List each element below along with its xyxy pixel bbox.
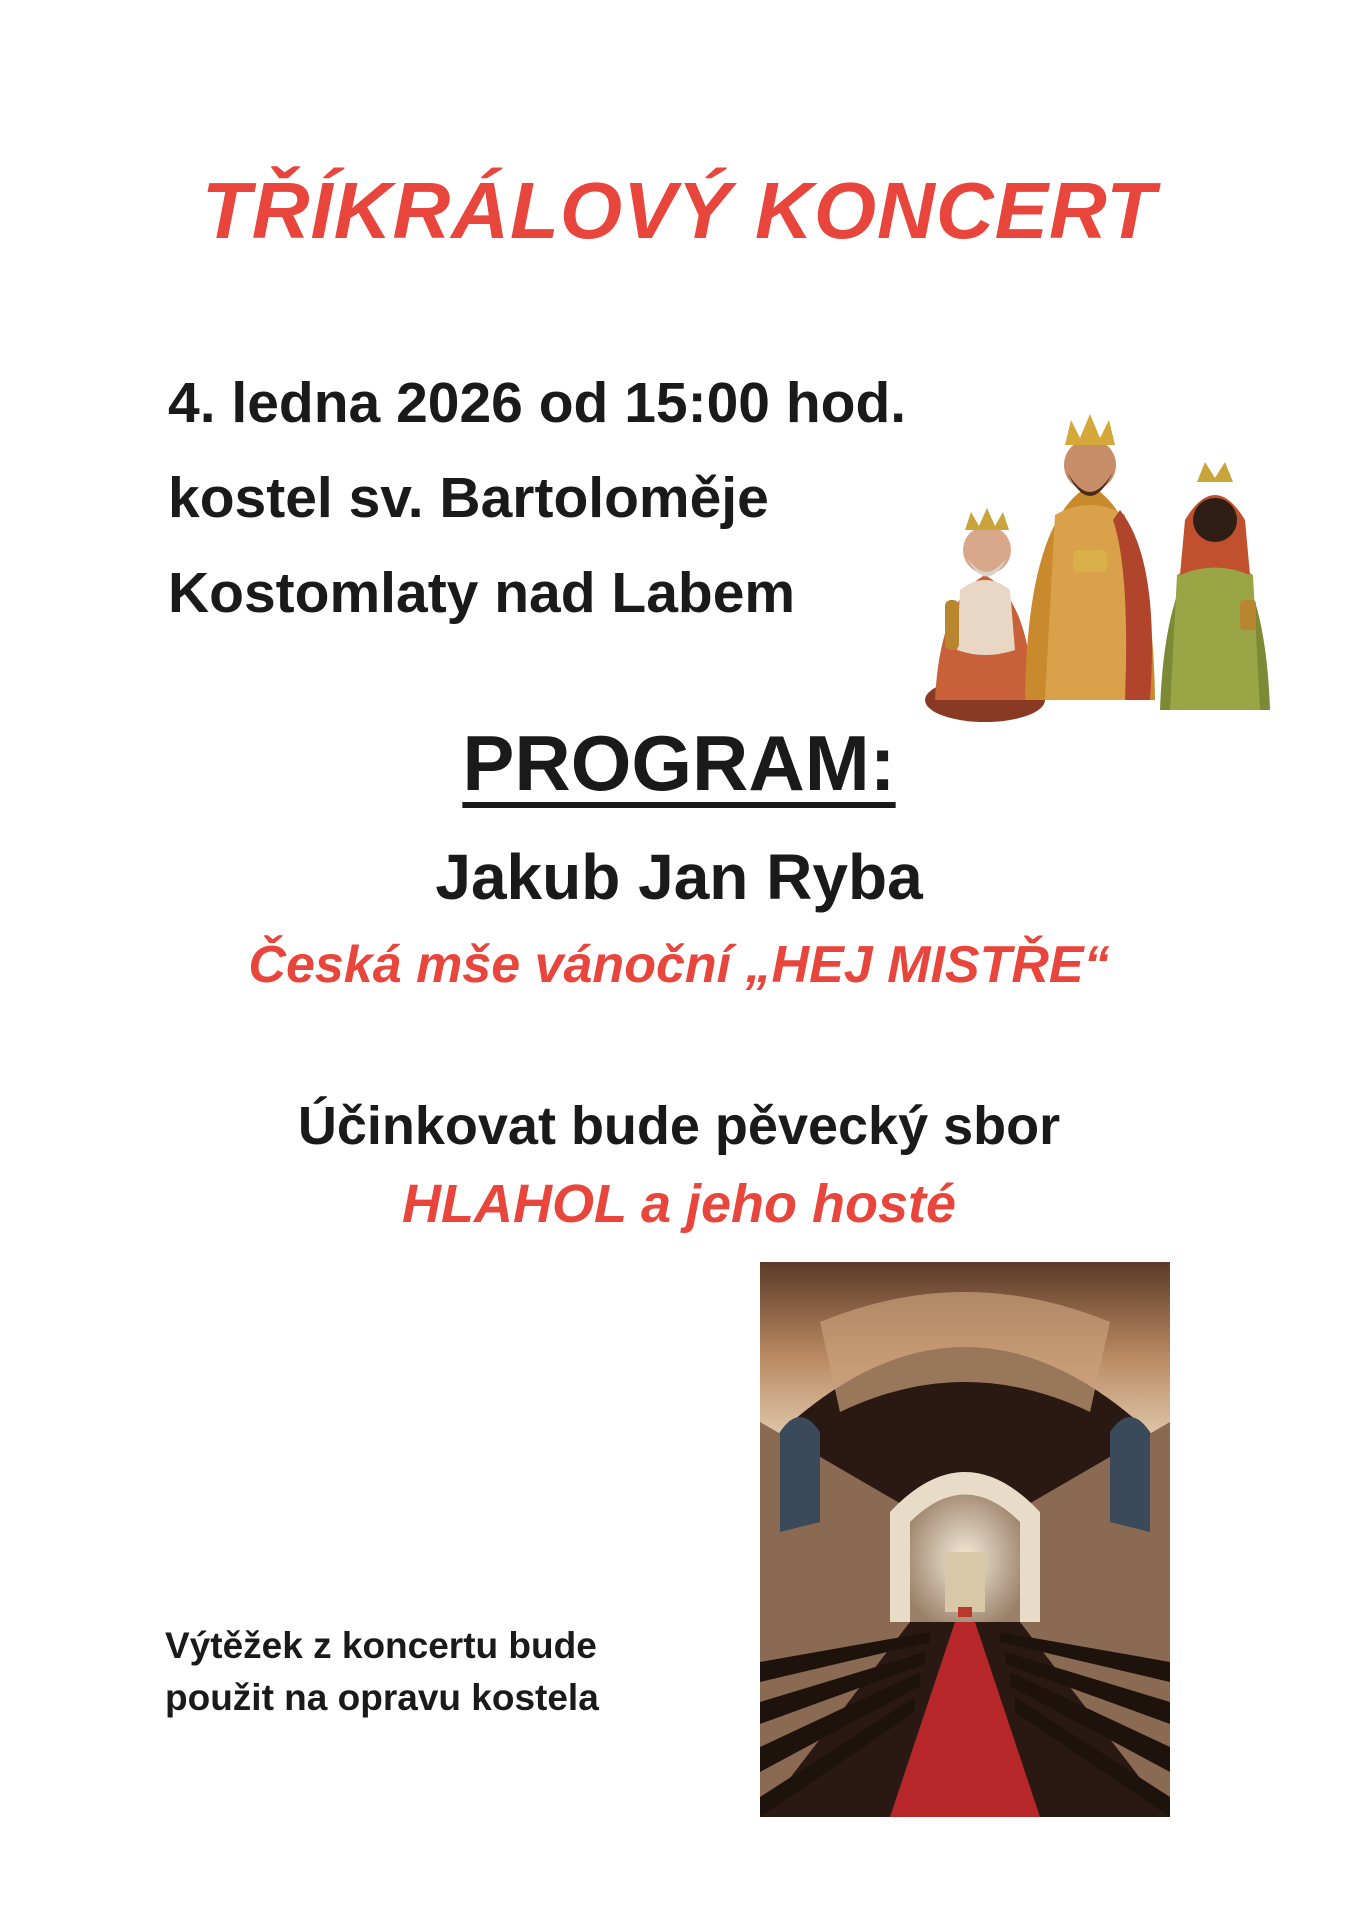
piece-title: Česká mše vánoční „HEJ MISTŘE“: [248, 936, 1110, 994]
proceeds-note-line-2: použit na opravu kostela: [165, 1677, 599, 1718]
choir-name: HLAHOL a jeho hosté: [401, 1174, 957, 1234]
poster-title: TŘÍKRÁLOVÝ KONCERT: [201, 166, 1157, 255]
three-kings-figurines-image: [915, 400, 1275, 730]
event-date: 4. ledna 2026 od 15:00 hod.: [168, 371, 907, 435]
proceeds-note-line-1: Výtěžek z koncertu bude: [165, 1625, 597, 1666]
church-interior-photo: [760, 1262, 1170, 1817]
proceeds-note: [165, 1620, 599, 1724]
performers-line: Účinkovat bude pěvecký sbor: [297, 1096, 1061, 1156]
event-venue: kostel sv. Bartoloměje: [168, 466, 769, 530]
event-place: Kostomlaty nad Labem: [168, 561, 796, 625]
composer-name: Jakub Jan Ryba: [435, 841, 923, 913]
program-heading: PROGRAM:: [462, 719, 896, 807]
